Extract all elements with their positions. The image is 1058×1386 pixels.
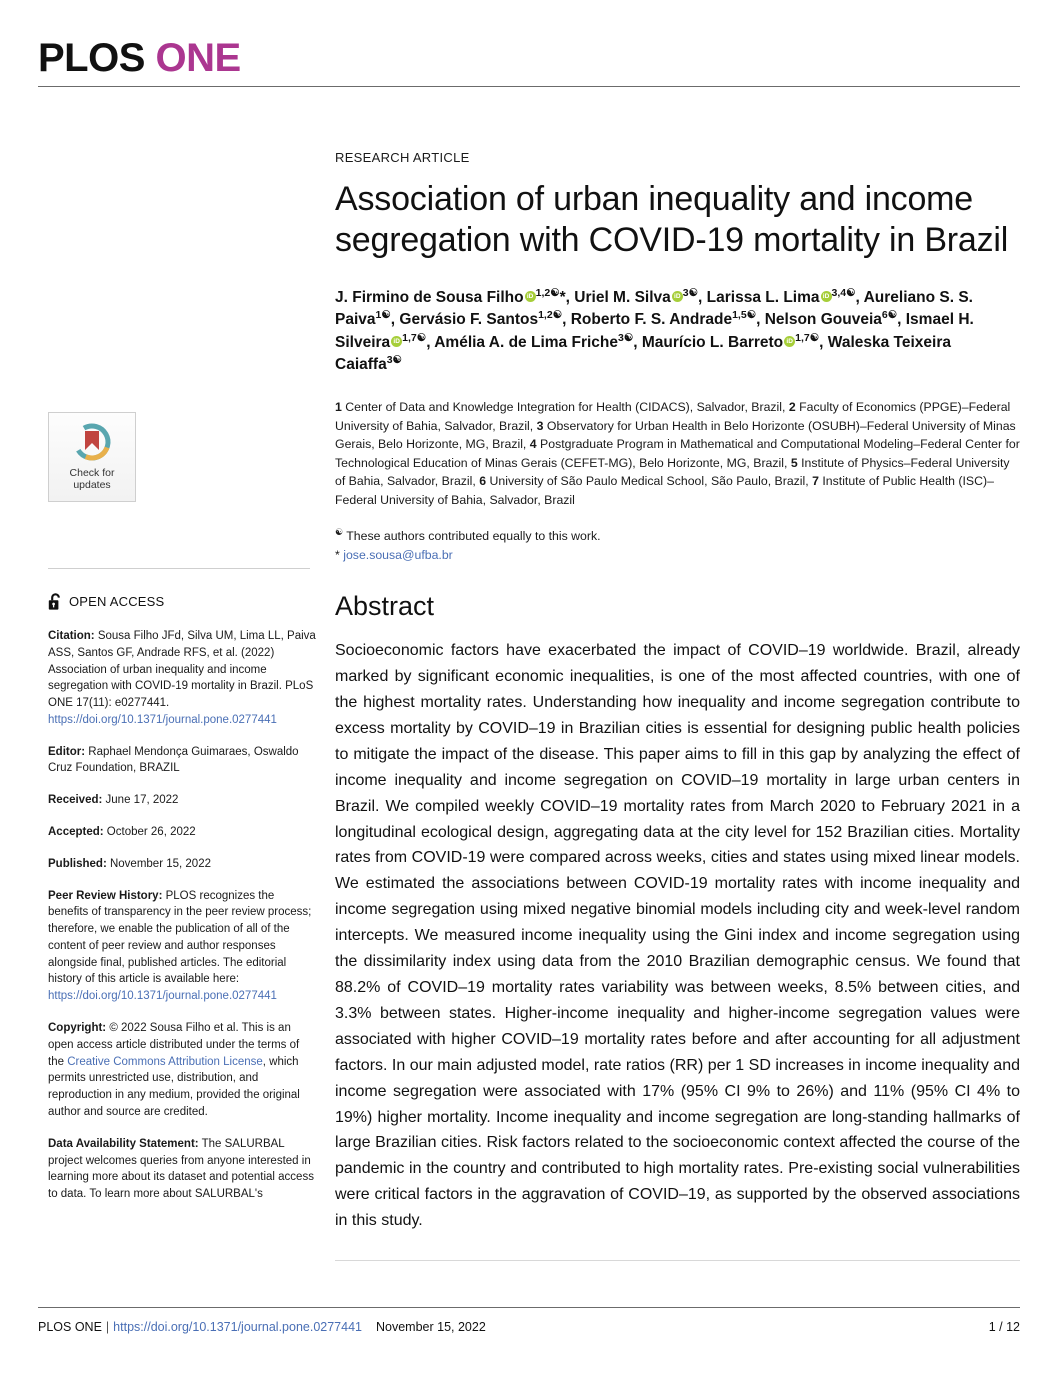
sidebar-meta-text: November 15, 2022	[106, 857, 211, 870]
article-main-column	[335, 150, 1020, 1261]
sidebar-meta-label: Received:	[48, 794, 103, 807]
sidebar-meta-text: Sousa Filho JFd, Silva UM, Lima LL, Paiva ASS, Santos GF, Andrade RFS, et al. (2022) Association of urban inequality and income segregation with COVID-19 mortality in Brazil. PLoS ONE 17(11): e0277441.	[48, 629, 316, 710]
crossmark-caption	[70, 467, 115, 491]
equal-contribution-symbol-icon: ☯	[416, 331, 427, 344]
sidebar-meta-block	[48, 1136, 316, 1203]
article-type-kicker: RESEARCH ARTICLE	[335, 150, 470, 165]
equal-contribution-note	[335, 527, 1020, 546]
sidebar-blocks-container	[48, 628, 316, 1203]
sidebar-meta-text: © 2022 Sousa Filho et al. This is an open access article distributed under the terms of the	[48, 1022, 300, 1068]
sidebar-metadata	[48, 593, 316, 1218]
author-list: J. Firmino de Sousa Filho iD $^{1,2☯}$*, Uriel M. Silva iD $^{3☯}$, Larissa L. Lima iD $^{3,4☯}$, Aureliano S. S. Paiva$^{1☯}$, Gervásio F. Santos$^{1,2☯}$, Roberto F. S. Andrade$^{1,5☯}$, Nelson Gouveia$^{6☯}$, Ismael H. Silveira iD $^{1,7☯}$, Amélia A. de Lima Friche$^{3☯}$, Maurício L. Barreto iD $^{1,7☯}$, Waleska Teixeira Caiaffa$^{3☯}$	[335, 287, 1020, 377]
crossmark-caption-line1: Check for	[69, 467, 115, 479]
footer-separator: |	[105, 1320, 110, 1334]
sidebar-meta-text: PLOS recognizes the benefits of transparency in the peer review process; therefore, we enable the publication of all of the content of peer review and author responses alongside final, published articles. The editorial history of this article is available here:	[48, 889, 312, 986]
equal-contribution-symbol-icon: ☯	[335, 527, 344, 537]
sidebar-meta-block	[48, 628, 316, 729]
sidebar-meta-block	[48, 888, 316, 1005]
masthead-divider	[38, 86, 1020, 87]
corresponding-author-note	[335, 546, 1020, 565]
sidebar-meta-link[interactable]: Creative Commons Attribution License	[67, 1055, 263, 1068]
corresponding-asterisk: *	[335, 548, 340, 563]
orcid-icon[interactable]	[784, 336, 795, 347]
sidebar-meta-block	[48, 824, 316, 841]
masthead	[38, 38, 1020, 87]
sidebar-meta-text: October 26, 2022	[103, 826, 196, 838]
abstract-text: Socioeconomic factors have exacerbated the impact of COVID–19 worldwide. Brazil, already marked by significant economic inequalities, is one of the most affected countries, with one of the highest mortality rates. Understanding how inequality and income segregation contribute to excess mortality by COVID–19 in Brazilian cities is essential for designing public health policies to mitigate the impact of the disease. This paper aims to fill in this gap by analyzing the effect of income inequality and income segregation on COVID–19 mortality in large urban centers in Brazil. We compiled weekly COVID–19 mortality rates from March 2020 to February 2021 in a longitudinal ecological design, aggregating data at the city level for 152 Brazilian cities. Mortality rates from COVID-19 were compared across weeks, cities and states using mixed linear models. We estimated the associations between COVID-19 mortality rates with income inequality and income segregation using mixed negative binomial models including city and week-level random intercepts. We measured income inequality using the Gini index and income segregation using the dissimilarity index using data from the 2010 Brazilian demographic census. We found that 88.2% of COVID–19 mortality rates variability was between weeks, 8.5% between cities, and 3.3% between states. Higher-income inequality and higher-income segregation values were associated with higher COVID–19 mortality rates before and after accounting for all adjustment factors. In our main adjusted model, rate ratios (RR) per 1 SD increases in income inequality and income segregation were associated with 17% (95% CI 9% to 26%) and 11% (95% CI 4% to 19%) higher mortality. Income inequality and income segregation are long-standing hallmarks of large Brazilian cities. Risk factors related to the socioeconomic context affected the course of the pandemic in the country and contributed to high mortality rates. Pre-existing social vulnerabilities were critical factors in the aggravation of COVID–19, as supported by the observed associations in this study.	[335, 642, 1020, 1230]
equal-contribution-text: These authors contributed equally to this work.	[346, 529, 601, 544]
sidebar-meta-label: Editor:	[48, 745, 86, 758]
orcid-icon[interactable]	[391, 336, 402, 347]
abstract-heading: Abstract	[335, 591, 435, 622]
sidebar-meta-label: Published:	[48, 857, 107, 870]
footer-divider	[38, 1307, 1020, 1308]
equal-contribution-symbol-icon: ☯	[688, 286, 699, 299]
orcid-icon[interactable]	[525, 291, 536, 302]
author-notes	[335, 527, 1020, 565]
equal-contribution-symbol-icon: ☯	[381, 308, 391, 321]
footer-page-number: 1 / 12	[988, 1320, 1020, 1334]
equal-contribution-symbol-icon: ☯	[887, 308, 898, 321]
sidebar-meta-label: Accepted:	[48, 826, 104, 838]
sidebar-meta-text: The SALURBAL project welcomes queries from anyone interested in learning more about its dataset and potential access to data. To learn more about SALURBAL's	[48, 1137, 314, 1201]
sidebar-meta-label: Copyright:	[48, 1022, 107, 1035]
sidebar-meta-link[interactable]: https://doi.org/10.1371/journal.pone.0277441	[48, 713, 277, 726]
plos-one-logo[interactable]	[38, 38, 1020, 78]
affiliation-list: 1 Center of Data and Knowledge Integration for Health (CIDACS), Salvador, Brazil, 2 Faculty of Economics (PPGE)–Federal University of Bahia, Salvador, Brazil, 3 Observatory for Urban Health in Belo Horizonte (OSUBH)–Federal University of Minas Gerais, Belo Horizonte, MG, Brazil, 4 Postgraduate Program in Mathematical and Computational Modeling–Federal Center for Technological Education of Minas Gerais (CEFET-MG), Belo Horizonte, MG, Brazil, 5 Institute of Physics–Federal University of Bahia, Salvador, Brazil, 6 University of São Paulo Medical School, São Paulo, Brazil, 7 Institute of Public Health (ISC)–Federal University of Bahia, Salvador, Brazil	[335, 400, 1020, 507]
equal-contribution-symbol-icon: ☯	[746, 308, 757, 321]
sidebar-meta-link[interactable]: https://doi.org/10.1371/journal.pone.0277441	[48, 990, 277, 1003]
footer-doi-link[interactable]: https://doi.org/10.1371/journal.pone.0277441	[113, 1320, 362, 1334]
sidebar-divider	[48, 568, 310, 569]
equal-contribution-symbol-icon: ☯	[623, 331, 634, 344]
open-lock-icon	[48, 593, 63, 611]
equal-contribution-symbol-icon: ☯	[552, 308, 563, 321]
footer-citation	[38, 1320, 486, 1334]
equal-contribution-symbol-icon: ☯	[846, 286, 856, 299]
abstract-divider	[335, 1260, 1020, 1261]
orcid-icon[interactable]	[821, 291, 832, 302]
open-access-label: OPEN ACCESS	[69, 594, 165, 609]
crossmark-caption-line2: updates	[73, 479, 111, 492]
footer-date: November 15, 2022	[375, 1320, 486, 1334]
sidebar-meta-block	[48, 856, 316, 873]
orcid-icon[interactable]	[672, 291, 683, 302]
sidebar-meta-block	[48, 792, 316, 809]
sidebar-meta-block	[48, 744, 316, 778]
footer-journal-name: PLOS ONE	[38, 1320, 102, 1334]
sidebar-meta-label: Data Availability Statement:	[48, 1137, 199, 1150]
logo-plos-text: PLOS	[38, 36, 145, 80]
equal-contribution-symbol-icon: ☯	[392, 353, 402, 366]
page-title: Association of urban inequality and income segregation with COVID-19 mortality in Brazil	[335, 180, 1009, 259]
equal-contribution-symbol-icon: ☯	[550, 286, 560, 299]
sidebar-meta-text: June 17, 2022	[102, 794, 179, 807]
sidebar-meta-label: Citation:	[48, 629, 95, 642]
page-footer	[38, 1320, 1020, 1334]
logo-one-text: ONE	[155, 36, 241, 80]
crossmark-icon	[69, 419, 115, 465]
sidebar-meta-text: Raphael Mendonça Guimaraes, Oswaldo Cruz Foundation, BRAZIL	[48, 745, 299, 775]
open-access-badge	[48, 593, 316, 612]
corresponding-email-link[interactable]: jose.sousa@ufba.br	[343, 548, 453, 563]
sidebar-meta-label: Peer Review History:	[48, 889, 163, 902]
sidebar-meta-text-after: , which permits unrestricted use, distribution, and reproduction in any medium, provided the original author and source are credited.	[48, 1055, 300, 1118]
crossmark-check-for-updates-badge[interactable]	[48, 412, 136, 502]
sidebar-meta-block	[48, 1020, 316, 1121]
equal-contribution-symbol-icon: ☯	[809, 331, 820, 344]
